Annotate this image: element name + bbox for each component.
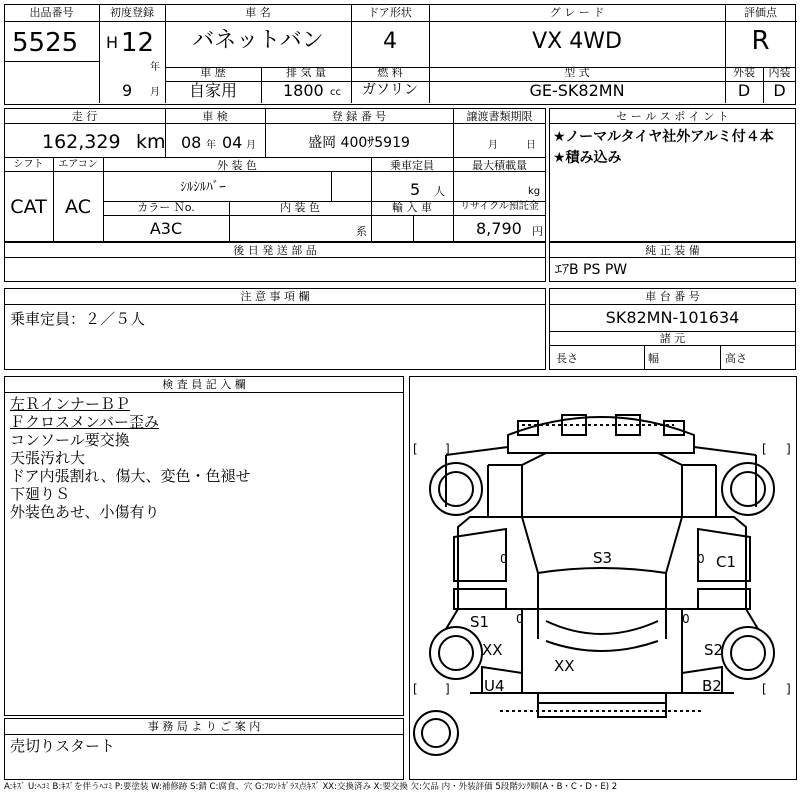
zero-mark: 0 — [516, 612, 524, 626]
lot-number: 5525 — [12, 28, 79, 58]
door-label: ドア形状 — [368, 6, 412, 19]
displacement-label: 排 気 量 — [286, 66, 326, 79]
zero-mark: 0 — [682, 612, 690, 626]
fuel: ガソリン — [362, 82, 418, 98]
history: 自家用 — [188, 81, 237, 100]
office-label: 事 務 局 よ り ご 案 内 — [147, 720, 261, 733]
max-load-label: 最大積載量 — [472, 159, 527, 172]
vehicle-details-block — [4, 108, 546, 242]
bracket-close: ] — [445, 682, 450, 696]
transfer-day-unit: 日 — [526, 140, 536, 151]
zero-mark: 0 — [697, 552, 705, 566]
grade: VX 4WD — [532, 29, 622, 54]
damage-mark-s1: S1 — [470, 613, 490, 631]
model-label: 型 式 — [564, 66, 590, 79]
inspector-line: コンソール要交換 — [10, 431, 130, 449]
bracket-close: ] — [786, 682, 791, 696]
inspector-line: 外装色あせ、小傷有り — [10, 503, 160, 521]
exterior-label: 外装 — [733, 66, 755, 79]
displacement: 1800 — [283, 81, 324, 100]
bracket-open: [ — [762, 682, 767, 696]
chassis-number-label: 車 台 番 号 — [645, 290, 700, 303]
bracket-close: ] — [786, 442, 791, 456]
car-name: バネットバン — [192, 28, 324, 53]
era: H — [106, 33, 119, 52]
notes-value: 乗車定員：２／５人 — [10, 310, 146, 328]
inspector-line: 天張汚れ大 — [10, 449, 86, 467]
damage-diagram — [409, 376, 797, 780]
max-load-unit: kg — [528, 186, 541, 197]
capacity: 5 — [410, 180, 421, 199]
sales-point-line: ★ノーマルタイヤ社外アルミ付４本 — [553, 129, 774, 145]
damage-mark-c1: C1 — [716, 553, 737, 571]
damage-mark-u4: U4 — [484, 677, 505, 695]
score: R — [751, 26, 770, 56]
width-label: 幅 — [648, 352, 659, 365]
notes-label: 注 意 事 項 欄 — [240, 290, 310, 303]
recycle-unit: 円 — [532, 225, 543, 238]
bracket-close: ] — [445, 442, 450, 456]
transfer-deadline-label: 譲渡書類期限 — [466, 110, 533, 123]
year-unit: 年 — [150, 62, 160, 73]
registration-number-label: 登 録 番 号 — [331, 110, 387, 123]
equipment-value: ｴｱB PS PW — [555, 262, 628, 278]
bracket-open: [ — [413, 442, 418, 456]
shift: CAT — [10, 196, 47, 218]
interior-color-unit: 系 — [356, 225, 367, 238]
car-outline-diagram — [410, 377, 795, 778]
mileage: 162,329 — [42, 131, 121, 153]
month-unit: 月 — [150, 87, 160, 98]
inspector-line: ドア内張割れ、傷大、変色・色褪せ — [10, 467, 251, 485]
inspection-year-unit: 年 — [206, 140, 216, 151]
recycle-label: リサイクル預託金 — [460, 201, 539, 212]
damage-mark-xx: XX — [482, 641, 503, 659]
length-label: 長さ — [556, 352, 578, 365]
lot-number-label: 出品番号 — [29, 6, 74, 19]
damage-mark-s2: S2 — [704, 641, 724, 659]
registration-month: 9 — [122, 81, 133, 100]
recycle-deposit: 8,790 — [476, 219, 522, 238]
bracket-open: [ — [413, 682, 418, 696]
later-parts-label: 後 日 発 送 部 品 — [233, 244, 317, 257]
chassis-number: SK82MN-101634 — [605, 308, 740, 327]
equipment-label: 純 正 装 備 — [645, 244, 700, 257]
damage-mark-s3: S3 — [593, 549, 613, 567]
damage-mark-xx: XX — [554, 657, 575, 675]
inspection-year: 08 — [181, 133, 202, 152]
exterior-color: ｼﾙｼﾙﾊﾞｰ — [180, 180, 226, 195]
interior-color-label: 内 装 色 — [280, 201, 320, 214]
registration-number: 盛岡 400ｻ5919 — [308, 135, 410, 151]
history-label: 車 歴 — [200, 66, 226, 79]
registration-year: 12 — [121, 28, 155, 58]
inspector-line: 左ＲインナーＢＰ — [10, 395, 131, 413]
sales-point-line: ★積み込み — [553, 150, 622, 166]
inspection-month: 04 — [222, 133, 243, 152]
fuel-label: 燃 料 — [377, 66, 403, 79]
sales-points-label: セ ー ル ス ポ イ ン ト — [616, 110, 729, 123]
damage-mark-b2: B2 — [702, 677, 722, 695]
color-number-label: カラー Ｎo. — [137, 201, 195, 214]
color-number: A3C — [149, 219, 183, 238]
interior-label: 内装 — [768, 66, 791, 79]
grade-label: グ レ ー ド — [549, 6, 605, 19]
inspector-line: Ｆクロスメンバー歪み — [10, 413, 159, 431]
damage-marks — [470, 549, 736, 695]
exterior-grade: D — [737, 81, 751, 100]
capacity-label: 乗車定員 — [390, 159, 434, 172]
mileage-label: 走 行 — [71, 110, 98, 123]
interior-grade: D — [773, 81, 786, 100]
legend-footer: A:ｷｽﾞ U:ﾍｺﾐ B:ｷｽﾞを伴うﾍｺﾐ P:要塗装 W:補修跡 S:錆 C:腐食、穴 G:ﾌﾛﾝﾄｶﾞﾗｽ点ｷｽﾞ XX:交換済み X:要交換 欠:欠品 内・外装評価 5段階ﾗﾝｸ順(A・B・C・D・E) 2 — [4, 782, 618, 792]
zero-mark: 0 — [500, 552, 508, 566]
inspection-label: 車 検 — [202, 110, 228, 123]
exterior-color-label: 外 装 色 — [217, 159, 257, 172]
first-registration-label: 初度登録 — [110, 6, 154, 19]
inspector-line: 下廻りＳ — [10, 485, 71, 503]
ac-label: エアコン — [58, 159, 98, 170]
score-label: 評価点 — [744, 6, 777, 19]
car-outline — [414, 415, 774, 755]
ac: AC — [65, 196, 91, 218]
inspection-month-unit: 月 — [246, 140, 256, 151]
import-label: 輸 入 車 — [392, 201, 432, 214]
capacity-unit: 人 — [434, 185, 445, 198]
dimensions-label: 諸 元 — [659, 332, 686, 345]
height-label: 高さ — [725, 352, 747, 365]
bracket-open: [ — [762, 442, 767, 456]
inspector-label: 検 査 員 記 入 欄 — [162, 378, 246, 391]
displacement-unit: cc — [330, 87, 341, 98]
transfer-month-unit: 月 — [488, 140, 498, 151]
office-value: 売切りスタート — [10, 737, 116, 755]
car-name-label: 車 名 — [245, 6, 271, 19]
door-count: 4 — [383, 29, 397, 54]
model: GE-SK82MN — [529, 81, 625, 100]
mileage-unit: km — [136, 131, 166, 153]
shift-label: シフト — [13, 159, 44, 170]
